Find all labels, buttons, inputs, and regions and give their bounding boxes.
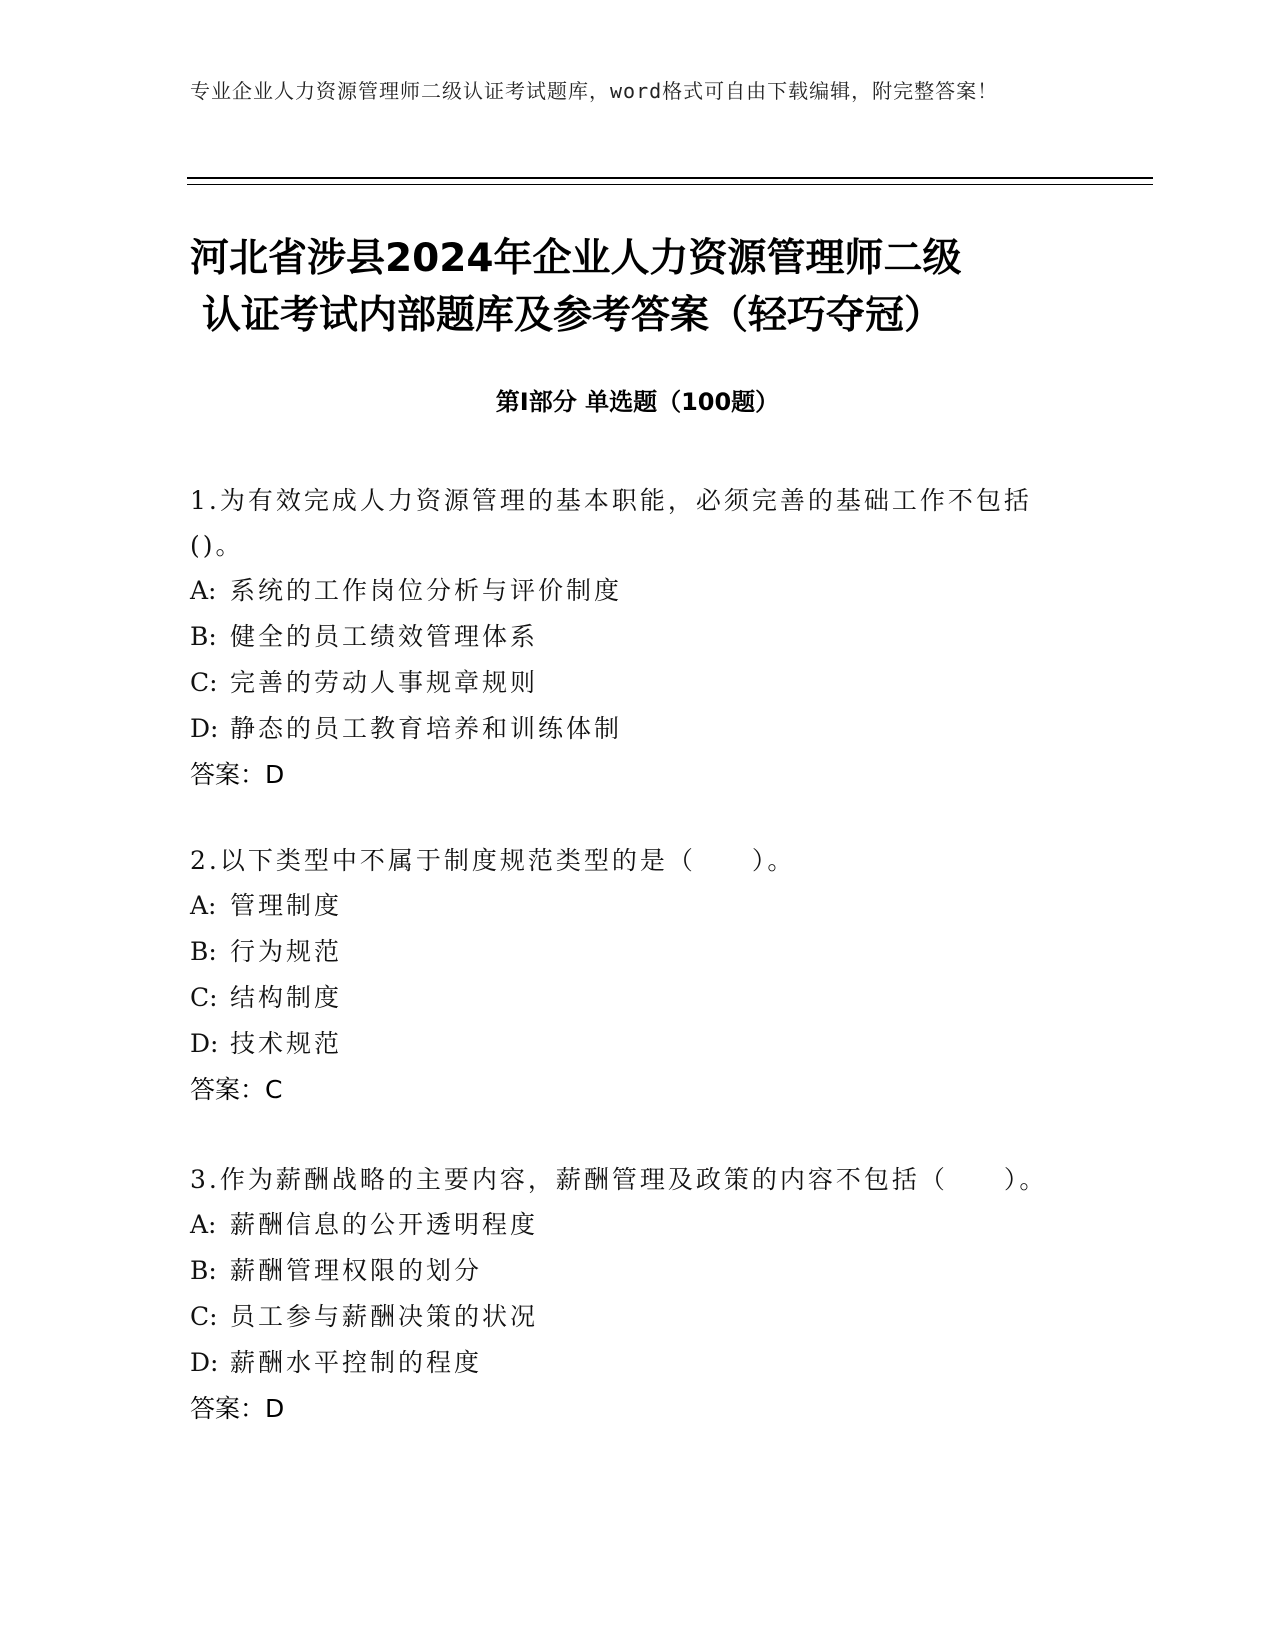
question-2 [190, 838, 1070, 1113]
option-text: 行为规范 [230, 937, 343, 966]
question-text: 2.以下类型中不属于制度规范类型的是（ ）。 [190, 846, 796, 875]
option-text: 结构制度 [230, 983, 343, 1012]
option-b [190, 929, 1070, 975]
question-1 [190, 478, 1070, 798]
option-c [190, 1294, 1070, 1340]
header-divider-thin [187, 184, 1153, 185]
title-line-2: 认证考试内部题库及参考答案（轻巧夺冠） [202, 293, 944, 338]
option-a [190, 883, 1070, 929]
option-text: 技术规范 [230, 1029, 343, 1058]
option-key: C: [190, 1302, 218, 1331]
option-b [190, 614, 1070, 660]
option-b [190, 1248, 1070, 1294]
document-title [190, 230, 1090, 344]
option-key: D: [190, 1348, 219, 1377]
option-d [190, 706, 1070, 752]
option-a [190, 568, 1070, 614]
option-key: B: [190, 1256, 217, 1285]
option-key: A: [190, 576, 217, 605]
option-key: A: [190, 1210, 217, 1239]
header-divider-thick [187, 177, 1153, 179]
answer: 答案：D [190, 760, 285, 789]
option-key: B: [190, 937, 217, 966]
option-c [190, 975, 1070, 1021]
option-text: 员工参与薪酬决策的状况 [230, 1302, 539, 1331]
option-key: B: [190, 622, 217, 651]
question-text: 3.作为薪酬战略的主要内容，薪酬管理及政策的内容不包括（ ）。 [190, 1165, 1048, 1194]
option-text: 健全的员工绩效管理体系 [230, 622, 539, 651]
option-d [190, 1021, 1070, 1067]
option-key: A: [190, 891, 217, 920]
question-3 [190, 1157, 1070, 1432]
option-text: 完善的劳动人事规章规则 [230, 668, 539, 697]
option-key: C: [190, 983, 218, 1012]
option-key: C: [190, 668, 218, 697]
answer: 答案：C [190, 1075, 283, 1104]
header-note: 专业企业人力资源管理师二级认证考试题库，word格式可自由下载编辑，附完整答案！ [190, 79, 999, 103]
option-key: D: [190, 714, 219, 743]
option-text: 系统的工作岗位分析与评价制度 [230, 576, 623, 605]
section-heading: 第Ⅰ部分 单选题（100题） [495, 388, 780, 416]
option-d [190, 1340, 1070, 1386]
question-text: 1.为有效完成人力资源管理的基本职能，必须完善的基础工作不包括()。 [190, 486, 1032, 560]
answer: 答案：D [190, 1394, 285, 1423]
option-text: 薪酬管理权限的划分 [230, 1256, 483, 1285]
option-text: 薪酬水平控制的程度 [230, 1348, 483, 1377]
option-key: D: [190, 1029, 219, 1058]
option-a [190, 1202, 1070, 1248]
title-line-1: 河北省涉县2024年企业人力资源管理师二级 [190, 236, 962, 281]
option-text: 薪酬信息的公开透明程度 [230, 1210, 539, 1239]
option-c [190, 660, 1070, 706]
option-text: 静态的员工教育培养和训练体制 [230, 714, 623, 743]
option-text: 管理制度 [230, 891, 343, 920]
